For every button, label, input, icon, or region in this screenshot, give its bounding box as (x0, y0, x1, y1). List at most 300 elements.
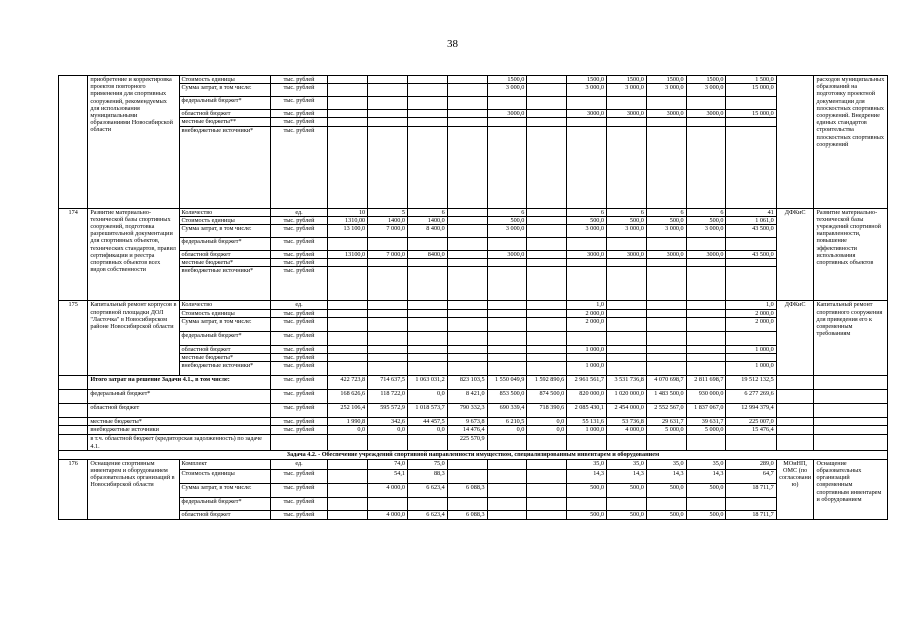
unit-cell: тыс. рублей (270, 259, 328, 267)
executor-cell: ДФКиС (776, 208, 814, 301)
empty-cell (776, 435, 814, 450)
value-cell: 6 623,4 (407, 510, 447, 519)
value-cell (328, 483, 368, 497)
value-cell (328, 317, 368, 331)
totals-label-cell: внебюджетные источники (88, 426, 270, 435)
value-cell: 3000,0 (686, 251, 726, 259)
value-cell (368, 301, 408, 309)
indicator-label-cell: Сумма затрат, в том числе: (179, 84, 270, 97)
value-cell: 14,3 (567, 469, 607, 483)
empty-cell (59, 390, 88, 404)
value-cell: 1500,0 (646, 76, 686, 84)
totals-row (59, 435, 888, 450)
value-cell: 19 512 132,5 (726, 376, 776, 390)
table-row (59, 110, 888, 118)
value-cell: 6 (407, 208, 447, 216)
totals-row (59, 390, 888, 404)
value-cell: 3 000,0 (567, 225, 607, 238)
indicator-label-cell: федеральный бюджет* (179, 331, 270, 345)
value-cell: 6 277 269,6 (726, 390, 776, 404)
value-cell (527, 216, 567, 224)
value-cell (527, 267, 567, 301)
table-row (59, 354, 888, 362)
value-cell (726, 354, 776, 362)
value-cell: 14,3 (646, 469, 686, 483)
value-cell (607, 435, 647, 450)
value-cell (487, 469, 527, 483)
value-cell (447, 345, 487, 353)
value-cell: 55 131,6 (567, 418, 607, 426)
value-cell (607, 126, 647, 208)
value-cell: 35,0 (567, 459, 607, 469)
value-cell (686, 238, 726, 251)
value-cell (527, 301, 567, 309)
value-cell: 8 421,0 (447, 390, 487, 404)
value-cell: 790 332,3 (447, 404, 487, 418)
value-cell: 500,0 (686, 216, 726, 224)
value-cell (487, 345, 527, 353)
value-cell (447, 208, 487, 216)
value-cell (607, 97, 647, 110)
value-cell: 13 100,0 (328, 225, 368, 238)
value-cell: 690 339,4 (487, 404, 527, 418)
value-cell (646, 238, 686, 251)
unit-cell: тыс. рублей (270, 497, 328, 510)
value-cell: 0,0 (487, 426, 527, 435)
value-cell: 823 103,5 (447, 376, 487, 390)
value-cell (686, 126, 726, 208)
value-cell (527, 126, 567, 208)
value-cell (368, 317, 408, 331)
value-cell (567, 126, 607, 208)
value-cell (527, 345, 567, 353)
empty-cell (814, 418, 888, 426)
value-cell: 2 085 430,1 (567, 404, 607, 418)
value-cell: 118 722,0 (368, 390, 408, 404)
value-cell (607, 301, 647, 309)
indicator-label-cell: Количество (179, 208, 270, 216)
unit-cell: тыс. рублей (270, 345, 328, 353)
table-row (59, 216, 888, 224)
table-row (59, 84, 888, 97)
value-cell (527, 354, 567, 362)
value-cell: 1 000,0 (726, 362, 776, 376)
value-cell (447, 118, 487, 126)
value-cell (726, 118, 776, 126)
value-cell (487, 238, 527, 251)
value-cell: 3 000,0 (686, 84, 726, 97)
value-cell: 3000,0 (646, 110, 686, 118)
value-cell: 4 070 698,7 (646, 376, 686, 390)
empty-cell (59, 418, 88, 426)
unit-cell (270, 435, 328, 450)
value-cell: 1,0 (726, 301, 776, 309)
value-cell: 5 000,0 (646, 426, 686, 435)
indicator-label-cell: федеральный бюджет* (179, 97, 270, 110)
value-cell (328, 309, 368, 317)
table-row (59, 259, 888, 267)
value-cell (607, 309, 647, 317)
value-cell (487, 126, 527, 208)
value-cell: 3 000,0 (686, 225, 726, 238)
value-cell: 0,0 (328, 426, 368, 435)
value-cell (407, 497, 447, 510)
value-cell (328, 459, 368, 469)
value-cell (368, 267, 408, 301)
value-cell: 10 (328, 208, 368, 216)
unit-cell: тыс. рублей (270, 354, 328, 362)
table-row (59, 469, 888, 483)
value-cell (487, 483, 527, 497)
value-cell (527, 317, 567, 331)
value-cell: 0,0 (407, 390, 447, 404)
value-cell: 3000,0 (646, 251, 686, 259)
value-cell (646, 126, 686, 208)
task-header-cell: Задача 4.2. - Обеспечение учреждений спортивной направленности имуществом, специализированным инвентарем и оборудованием (59, 450, 888, 459)
value-cell (686, 309, 726, 317)
unit-cell: тыс. рублей (270, 216, 328, 224)
value-cell: 14 476,4 (447, 426, 487, 435)
indicator-label-cell: Стоимость единицы (179, 469, 270, 483)
value-cell (368, 118, 408, 126)
value-cell (487, 97, 527, 110)
executor-cell: МОиНП, ОМС (по согласованию) (776, 459, 814, 519)
value-cell (686, 317, 726, 331)
value-cell (527, 483, 567, 497)
unit-cell: тыс. рублей (270, 483, 328, 497)
value-cell (527, 459, 567, 469)
value-cell: 5 000,0 (686, 426, 726, 435)
table-row (59, 301, 888, 309)
value-cell (447, 216, 487, 224)
value-cell: 225 007,0 (726, 418, 776, 426)
value-cell: 4 000,0 (368, 483, 408, 497)
table-row (59, 251, 888, 259)
value-cell: 2 000,0 (567, 317, 607, 331)
value-cell (407, 76, 447, 84)
executor-cell: ДФКиС (776, 301, 814, 376)
indicator-label-cell: Стоимость единицы (179, 309, 270, 317)
unit-cell: ед. (270, 208, 328, 216)
value-cell (407, 126, 447, 208)
value-cell (527, 251, 567, 259)
value-cell (447, 267, 487, 301)
value-cell (447, 301, 487, 309)
value-cell: 3 531 736,8 (607, 376, 647, 390)
unit-cell: тыс. рублей (270, 390, 328, 404)
value-cell (686, 259, 726, 267)
unit-cell: тыс. рублей (270, 376, 328, 390)
value-cell: 0,0 (527, 418, 567, 426)
value-cell: 3 000,0 (487, 84, 527, 97)
value-cell (726, 435, 776, 450)
value-cell: 1,0 (567, 301, 607, 309)
table-row (59, 459, 888, 469)
unit-cell: тыс. рублей (270, 225, 328, 238)
value-cell: 2 454 000,0 (607, 404, 647, 418)
value-cell (567, 331, 607, 345)
row-number-cell: 175 (59, 301, 88, 376)
value-cell (368, 345, 408, 353)
totals-label-cell: Итого затрат на решение Задачи 4.1., в том числе: (88, 376, 270, 390)
value-cell: 1 000,0 (567, 362, 607, 376)
value-cell (328, 126, 368, 208)
value-cell (407, 354, 447, 362)
value-cell (328, 345, 368, 353)
indicator-label-cell: областной бюджет (179, 345, 270, 353)
value-cell: 1 483 500,0 (646, 390, 686, 404)
unit-cell: тыс. рублей (270, 110, 328, 118)
table-row (59, 126, 888, 208)
value-cell (527, 309, 567, 317)
unit-cell: ед. (270, 301, 328, 309)
value-cell (607, 238, 647, 251)
value-cell: 500,0 (686, 510, 726, 519)
value-cell: 2 811 698,7 (686, 376, 726, 390)
value-cell (407, 259, 447, 267)
value-cell (646, 331, 686, 345)
unit-cell: тыс. рублей (270, 404, 328, 418)
value-cell: 1500,0 (567, 76, 607, 84)
value-cell: 18 711,7 (726, 483, 776, 497)
indicator-label-cell: внебюджетные источники* (179, 362, 270, 376)
unit-cell: тыс. рублей (270, 331, 328, 345)
value-cell: 6 (607, 208, 647, 216)
value-cell: 500,0 (567, 510, 607, 519)
empty-cell (776, 376, 814, 390)
value-cell (527, 510, 567, 519)
value-cell (726, 126, 776, 208)
value-cell (407, 267, 447, 301)
value-cell (527, 97, 567, 110)
value-cell (328, 301, 368, 309)
row-number-cell: 174 (59, 208, 88, 301)
unit-cell: тыс. рублей (270, 317, 328, 331)
value-cell (726, 97, 776, 110)
value-cell (407, 301, 447, 309)
value-cell (686, 345, 726, 353)
value-cell: 595 572,9 (368, 404, 408, 418)
value-cell (646, 97, 686, 110)
value-cell (447, 251, 487, 259)
measure-description-cell: Развитие материально-технической базы спортивных сооружений, подготовка разрешительной документации для спортивных объектов, технических стандартов, правил сертификации и реестра спортивных объектов всех видов собственности (88, 208, 179, 301)
measure-description-cell: приобретение и корректировка проектов повторного применения для спортивных сооружений, рекомендуемых для использования муниципальными образованиями Новосибирской области (88, 76, 179, 209)
value-cell (567, 497, 607, 510)
value-cell: 500,0 (607, 216, 647, 224)
indicator-label-cell: Стоимость единицы (179, 76, 270, 84)
value-cell (487, 459, 527, 469)
value-cell (646, 267, 686, 301)
table-row (59, 76, 888, 84)
indicator-label-cell: Сумма затрат, в том числе: (179, 483, 270, 497)
table-row (59, 208, 888, 216)
value-cell (447, 309, 487, 317)
value-cell: 14,3 (607, 469, 647, 483)
unit-cell: тыс. рублей (270, 238, 328, 251)
value-cell: 3 000,0 (607, 225, 647, 238)
value-cell (487, 435, 527, 450)
value-cell: 820 000,0 (567, 390, 607, 404)
value-cell (368, 362, 408, 376)
value-cell (328, 76, 368, 84)
value-cell: 252 106,4 (328, 404, 368, 418)
row-number-cell: 176 (59, 459, 88, 519)
value-cell: 5 (368, 208, 408, 216)
value-cell: 3000,0 (487, 110, 527, 118)
indicator-label-cell: федеральный бюджет* (179, 497, 270, 510)
value-cell (447, 76, 487, 84)
value-cell (368, 110, 408, 118)
unit-cell: тыс. рублей (270, 362, 328, 376)
value-cell (646, 354, 686, 362)
value-cell: 15 000,0 (726, 84, 776, 97)
value-cell (447, 331, 487, 345)
value-cell (368, 97, 408, 110)
value-cell (646, 118, 686, 126)
value-cell: 500,0 (646, 510, 686, 519)
value-cell (527, 497, 567, 510)
totals-label-cell: федеральный бюджет* (88, 390, 270, 404)
value-cell: 43 500,0 (726, 251, 776, 259)
value-cell (407, 435, 447, 450)
table-row (59, 267, 888, 301)
table-row (59, 331, 888, 345)
value-cell (407, 97, 447, 110)
value-cell: 29 631,7 (646, 418, 686, 426)
value-cell: 6 210,5 (487, 418, 527, 426)
value-cell: 6 623,4 (407, 483, 447, 497)
unit-cell: ед. (270, 459, 328, 469)
value-cell (407, 331, 447, 345)
value-cell: 6 088,3 (447, 510, 487, 519)
value-cell: 53 736,8 (607, 418, 647, 426)
value-cell (487, 354, 527, 362)
value-cell (607, 362, 647, 376)
value-cell (447, 354, 487, 362)
expected-result-cell: Развитие материально-технической базы учреждений спортивной направленности, повышение эффективности использования спортивных объектов (814, 208, 888, 301)
value-cell (328, 362, 368, 376)
value-cell (447, 317, 487, 331)
value-cell (567, 267, 607, 301)
value-cell: 3 000,0 (646, 84, 686, 97)
value-cell (487, 301, 527, 309)
value-cell (686, 354, 726, 362)
empty-cell (776, 426, 814, 435)
value-cell (527, 208, 567, 216)
totals-label-cell: в т.ч. областной бюджет (кредиторская задолженность) по задаче 4.1. (88, 435, 270, 450)
indicator-label-cell: местные бюджеты* (179, 259, 270, 267)
table-row (59, 97, 888, 110)
value-cell (487, 259, 527, 267)
value-cell: 64,7 (726, 469, 776, 483)
table-row (59, 362, 888, 376)
value-cell (726, 267, 776, 301)
unit-cell: тыс. рублей (270, 510, 328, 519)
value-cell: 168 626,6 (328, 390, 368, 404)
value-cell (567, 118, 607, 126)
value-cell: 0,0 (527, 426, 567, 435)
value-cell (527, 84, 567, 97)
value-cell: 500,0 (686, 483, 726, 497)
value-cell: 3 000,0 (567, 84, 607, 97)
empty-cell (776, 390, 814, 404)
value-cell (328, 354, 368, 362)
value-cell (567, 238, 607, 251)
value-cell: 6 (646, 208, 686, 216)
value-cell: 500,0 (487, 216, 527, 224)
value-cell: 3000,0 (567, 110, 607, 118)
indicator-label-cell: областной бюджет (179, 110, 270, 118)
value-cell (726, 497, 776, 510)
empty-cell (814, 390, 888, 404)
value-cell (447, 110, 487, 118)
indicator-label-cell: областной бюджет (179, 510, 270, 519)
value-cell: 3000,0 (686, 110, 726, 118)
value-cell: 44 457,5 (407, 418, 447, 426)
value-cell: 1 000,0 (726, 345, 776, 353)
value-cell (368, 331, 408, 345)
value-cell (567, 354, 607, 362)
value-cell (607, 267, 647, 301)
value-cell: 6 (567, 208, 607, 216)
value-cell (328, 118, 368, 126)
value-cell: 39 631,7 (686, 418, 726, 426)
table-row (59, 497, 888, 510)
table-row (59, 238, 888, 251)
empty-cell (59, 404, 88, 418)
value-cell (527, 331, 567, 345)
indicator-label-cell: внебюджетные источники* (179, 267, 270, 301)
indicator-label-cell: местные бюджеты** (179, 118, 270, 126)
value-cell: 1500,0 (686, 76, 726, 84)
unit-cell: тыс. рублей (270, 267, 328, 301)
value-cell: 1400,0 (407, 216, 447, 224)
table-row (59, 317, 888, 331)
budget-table (58, 75, 888, 520)
value-cell (607, 118, 647, 126)
value-cell: 1 550 049,9 (487, 376, 527, 390)
value-cell: 500,0 (607, 483, 647, 497)
indicator-label-cell: областной бюджет (179, 251, 270, 259)
table-row (59, 309, 888, 317)
table-row (59, 345, 888, 353)
value-cell: 3000,0 (607, 110, 647, 118)
value-cell (407, 238, 447, 251)
empty-cell (776, 418, 814, 426)
totals-label-cell: местные бюджеты* (88, 418, 270, 426)
totals-row (59, 426, 888, 435)
value-cell (487, 267, 527, 301)
value-cell: 6 088,3 (447, 483, 487, 497)
value-cell (607, 331, 647, 345)
indicator-label-cell: местные бюджеты* (179, 354, 270, 362)
value-cell (527, 362, 567, 376)
value-cell (527, 110, 567, 118)
page-number: 38 (447, 38, 458, 50)
unit-cell: тыс. рублей (270, 97, 328, 110)
value-cell: 1 000,0 (567, 426, 607, 435)
value-cell: 75,0 (407, 459, 447, 469)
row-number-cell (59, 76, 88, 209)
value-cell (527, 225, 567, 238)
value-cell (607, 497, 647, 510)
value-cell (368, 497, 408, 510)
value-cell (447, 97, 487, 110)
value-cell (407, 118, 447, 126)
value-cell: 874 500,0 (527, 390, 567, 404)
value-cell (646, 259, 686, 267)
value-cell (368, 309, 408, 317)
